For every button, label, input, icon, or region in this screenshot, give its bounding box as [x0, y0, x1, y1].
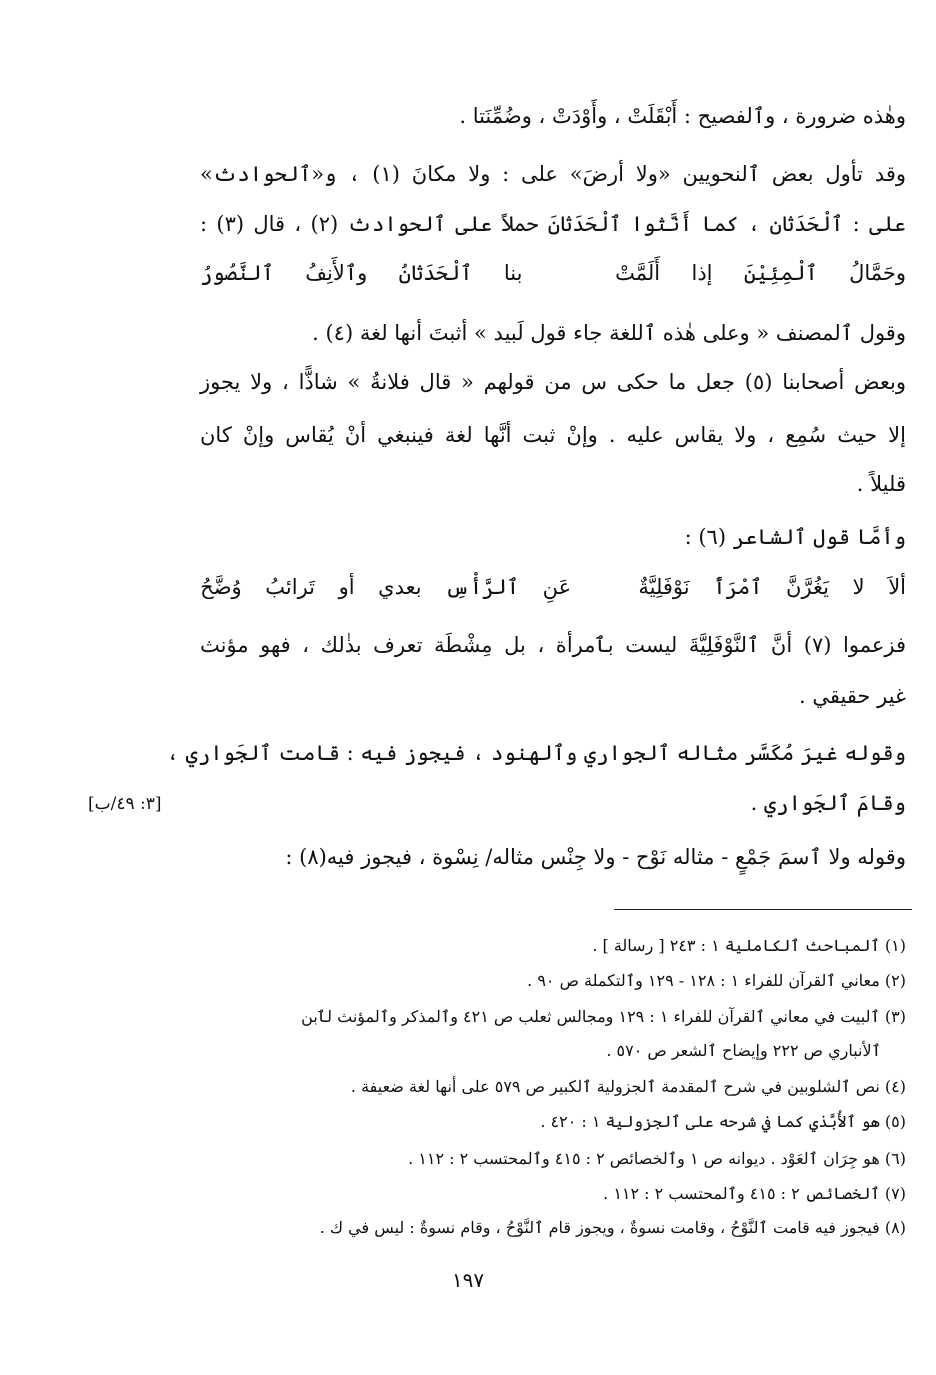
body-line-10: غير حقيقي . — [799, 684, 906, 708]
verse-2-word: بعدي — [378, 575, 422, 599]
verse-2-word: ٱلرَّأْسِ — [445, 575, 520, 599]
body-line-6: إلا حيث سُمِع ، ولا يقاس عليه . وإنْ ثبت أنَّها لغة فينبغي أنْ يُقاس وإنْ كان — [200, 423, 906, 447]
verse-1-word: وحَمَّالُ — [849, 261, 906, 285]
footnote-1: (١) ٱلمباحث ٱلكاملية ١ : ٢٤٣ [ رسالة ] . — [592, 936, 906, 955]
footnote-5: (٥) هو ٱلأُبَّذي كما في شرحه على ٱلجزولية ١ : ٤٢٠ . — [540, 1112, 906, 1131]
verse-2-word: تَرائبُ — [265, 575, 315, 599]
verse-2 — [200, 572, 906, 602]
verse-2-word: أو — [338, 575, 355, 599]
verse-2-word: نَوْفَلِيَّةٌ — [638, 575, 690, 599]
verse-1-word: ٱلْحَدَثانُ — [398, 261, 473, 285]
body-line-9: فزعموا (٧) أنَّ ٱلنَّوْفَلِيَّةَ ليست بٱمرأة ، بل مِشْطَة تعرف بذٰلك ، فهو مؤنث — [200, 633, 906, 657]
body-line-8: وأمَّا قول ٱلشاعر (٦) : — [684, 525, 906, 549]
body-line-7: قليلاً . — [856, 472, 906, 496]
body-line-3: على : ٱلْحَدَثان ، كما أَنَّثوا ٱلْحَدَثانَ حملاً على ٱلحوادث (٢) ، قال (٣) : — [200, 212, 906, 236]
body-line-11: وقوله غيرَ مُكَسَّر مثاله ٱلجواري وٱلهنود ، فيجوز فيه : قامت ٱلجَواري ، — [166, 741, 906, 765]
body-line-2: وقد تأول بعض ٱلنحويين «ولا أرضَ» على : ولا مكانَ (١) ، و«ٱلحوادث» — [200, 162, 906, 186]
verse-1-word: ٱلْمِئِيْنَ — [743, 261, 818, 285]
page-number: ١٩٧ — [451, 1268, 485, 1292]
margin-reference: [٣: ٤٩/ب] — [88, 794, 162, 814]
body-line-13: وقوله ولا ٱسمَ جَمْعٍ - مثاله نَوْح - ولا جِنْس مثاله/ نِسْوة ، فيجوز فيه(٨) : — [285, 845, 906, 869]
footnote-3-cont: ٱلأنباري ص ٢٢٢ وإيضاح ٱلشعر ص ٥٧٠ . — [606, 1041, 881, 1060]
body-line-4: وقول ٱلمصنف « وعلى هٰذه ٱللغة جاء قول لَبيد » أثبتَ أنها لغة (٤) . — [312, 321, 906, 345]
verse-2-word: ألاَ — [888, 575, 906, 599]
footnote-divider — [614, 909, 912, 910]
verse-2-word: ٱمْرَأً — [713, 575, 763, 599]
footnote-7: (٧) ٱلخصائص ٢ : ٤١٥ وٱلمحتسب ٢ : ١١٢ . — [603, 1184, 906, 1203]
verse-2-word: يَغُرَّنَّ — [786, 575, 830, 599]
verse-2-word: وُضَّحُ — [200, 575, 242, 599]
footnote-4: (٤) نص ٱلشلوبين في شرح ٱلمقدمة ٱلجزولية ٱلكبير ص ٥٧٩ على أنها لغة ضعيفة . — [350, 1077, 906, 1096]
verse-2-word: عَنِ — [542, 575, 572, 599]
verse-1-word: بنا — [503, 261, 523, 285]
footnote-3: (٣) ٱلبيت في معاني ٱلقرآن للفراء ١ : ١٢٩ ومجالس ثعلب ص ٤٢١ وٱلمذكر وٱلمؤنث لٱبن — [301, 1007, 906, 1026]
verse-1-word: إذا — [691, 261, 713, 285]
footnote-8: (٨) فيجوز فيه قامت ٱلنَّوْحُ ، وقامت نسوةٌ ، ويجوز قام ٱلنَّوْحُ ، وقام نسوةٌ : ليس في ك . — [319, 1218, 906, 1237]
verse-1 — [200, 258, 906, 288]
verse-1-word: أَلَمَّتْ — [615, 261, 661, 285]
verse-1-word: ٱلنَّصُورُ — [200, 261, 274, 285]
body-line-12: وقامَ ٱلجَواري . — [750, 791, 906, 815]
verse-2-word: لا — [852, 575, 865, 599]
body-line-1: وهٰذه ضرورة ، وٱلفصيح : أَبْقَلَتْ ، وأَوْدَتْ ، وضُمِّنَتا . — [459, 104, 906, 128]
body-line-5: وبعض أصحابنا (٥) جعل ما حكى س من قولهم « قال فلانةُ » شاذًّا ، ولا يجوز — [200, 370, 906, 394]
footnote-6: (٦) هو جِرَان ٱلعَوْد . ديوانه ص ١ وٱلخصائص ٢ : ٤١٥ وٱلمحتسب ٢ : ١١٢ . — [408, 1149, 906, 1168]
footnote-2: (٢) معاني ٱلقرآن للفراء ١ : ١٢٨ - ١٢٩ وٱلتكملة ص ٩٠ . — [527, 971, 906, 990]
verse-1-word: وٱلأَنِفُ — [305, 261, 368, 285]
